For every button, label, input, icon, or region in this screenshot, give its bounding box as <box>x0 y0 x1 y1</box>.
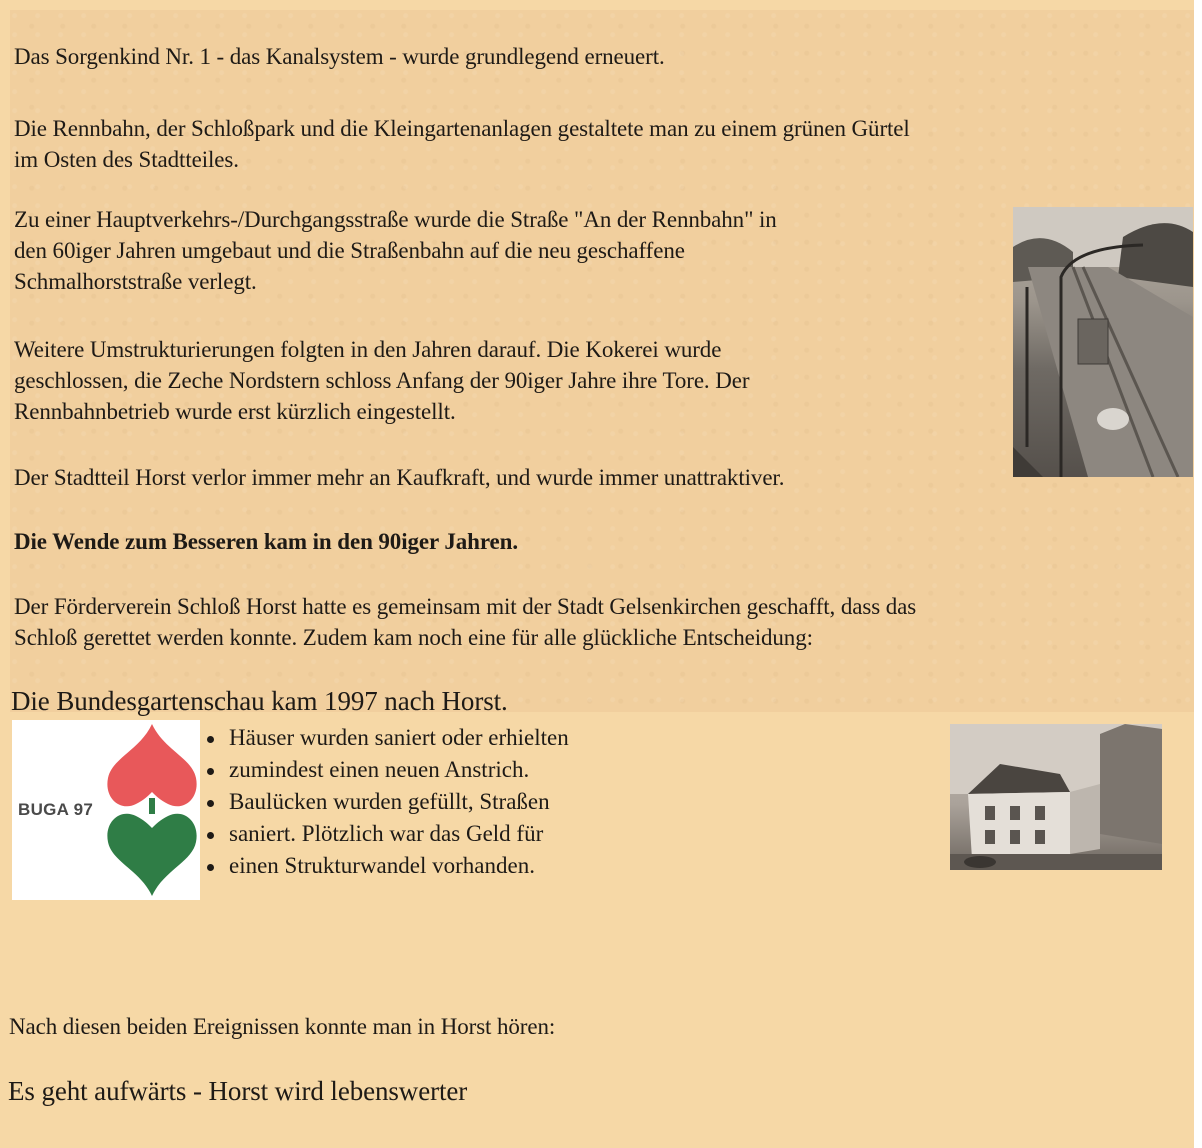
paragraph-purchasing-power <box>14 462 784 493</box>
paragraph-line: Die Wende zum Besseren kam in den 90iger Jahren. <box>14 529 518 554</box>
paragraph-green-belt <box>14 113 910 175</box>
paragraph-line: Die Rennbahn, der Schloßpark und die Kleingartenanlagen gestaltete man zu einem grünen Gürtel <box>14 116 910 141</box>
list-item: Baulücken wurden gefüllt, Straßen <box>204 786 569 818</box>
paragraph-line: Der Förderverein Schloß Horst hatte es gemeinsam mit der Stadt Gelsenkirchen geschafft, dass das <box>14 594 917 619</box>
list-item: saniert. Plötzlich war das Geld für <box>204 818 569 850</box>
paragraph-sewer <box>14 41 665 72</box>
paragraph-line: Schloß gerettet werden konnte. Zudem kam noch eine für alle glückliche Entscheidung: <box>14 625 813 650</box>
buga-logo-text: BUGA 97 <box>18 800 94 819</box>
paragraph-castle-association <box>14 591 916 653</box>
paragraph-line: Die Bundesgartenschau kam 1997 nach Horst. <box>11 686 508 716</box>
red-heart-icon <box>107 724 196 806</box>
green-heart-icon <box>107 814 196 896</box>
list-item: Häuser wurden saniert oder erhielten <box>204 722 569 754</box>
paragraph-line: den 60iger Jahren umgebaut und die Straßenbahn auf die neu geschaffene <box>14 238 685 263</box>
paragraph-line: Weitere Umstrukturierungen folgten in den Jahren darauf. Die Kokerei wurde <box>14 337 722 362</box>
list-item: einen Strukturwandel vorhanden. <box>204 850 569 882</box>
paragraph-line: Zu einer Hauptverkehrs-/Durchgangsstraße wurde die Straße "An der Rennbahn" in <box>14 207 777 232</box>
paragraph-line: Schmalhorststraße verlegt. <box>14 269 257 294</box>
list-item: zumindest einen neuen Anstrich. <box>204 754 569 786</box>
paragraph-line: Nach diesen beiden Ereignissen konnte man in Horst hören: <box>9 1014 556 1039</box>
paragraph-line: Der Stadtteil Horst verlor immer mehr an Kaufkraft, und wurde immer unattraktiver. <box>14 465 785 490</box>
paragraph-line: Rennbahnbetrieb wurde erst kürzlich eingestellt. <box>14 399 456 424</box>
paragraph-line: im Osten des Stadtteiles. <box>14 147 239 172</box>
buga-logo <box>12 720 200 900</box>
page-edge <box>1194 0 1202 1148</box>
paragraph-line: geschlossen, die Zeche Nordstern schloss Anfang der 90iger Jahre ihre Tore. Der <box>14 368 750 393</box>
renovated-house-photo <box>950 724 1162 870</box>
street-tram-photo <box>1013 207 1193 477</box>
paragraph-buga <box>11 686 508 717</box>
paragraph-line: Es geht aufwärts - Horst wird lebenswerter <box>8 1076 468 1106</box>
closing-slogan <box>8 1076 467 1107</box>
paragraph-line: Das Sorgenkind Nr. 1 - das Kanalsystem - wurde grundlegend erneuert. <box>14 44 665 69</box>
paragraph-restructuring <box>14 334 749 427</box>
paragraph-after-events <box>9 1011 555 1042</box>
heading-turnaround <box>14 526 518 557</box>
paragraph-main-road <box>14 204 777 297</box>
bullet-list <box>204 722 569 882</box>
